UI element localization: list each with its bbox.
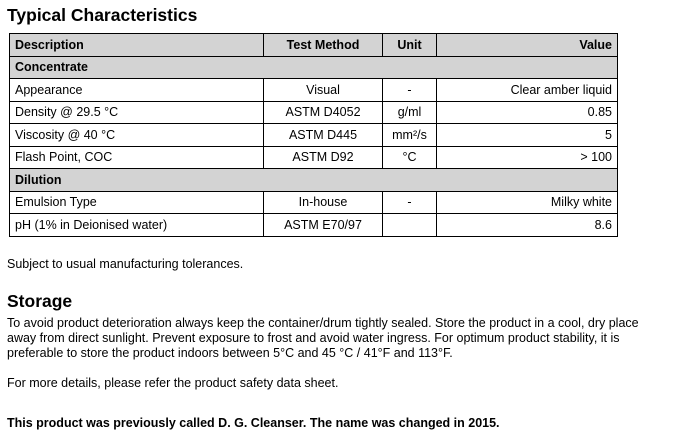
section-title-storage: Storage xyxy=(7,291,73,311)
table-header-row xyxy=(10,34,618,57)
details-paragraph: For more details, please refer the product safety data sheet. xyxy=(7,376,339,390)
section-title-typical-characteristics: Typical Characteristics xyxy=(7,5,198,25)
name-change-note: This product was previously called D. G. Cleanser. The name was changed in 2015. xyxy=(7,416,500,430)
cell-value: Milky white xyxy=(437,191,618,214)
header-description: Description xyxy=(10,34,264,57)
characteristics-table xyxy=(9,33,618,237)
cell-unit: g/ml xyxy=(383,101,437,124)
tolerance-note: Subject to usual manufacturing tolerances. xyxy=(7,257,244,271)
cell-test-method: ASTM E70/97 xyxy=(264,214,383,237)
cell-test-method: In-house xyxy=(264,191,383,214)
cell-description: Density @ 29.5 °C xyxy=(10,101,264,124)
cell-value: 0.85 xyxy=(437,101,618,124)
cell-description: Flash Point, COC xyxy=(10,146,264,169)
header-unit: Unit xyxy=(383,34,437,57)
cell-value: 8.6 xyxy=(437,214,618,237)
table-row xyxy=(10,191,618,214)
cell-description: Emulsion Type xyxy=(10,191,264,214)
cell-value: > 100 xyxy=(437,146,618,169)
cell-test-method: ASTM D4052 xyxy=(264,101,383,124)
cell-unit xyxy=(383,214,437,237)
cell-test-method: Visual xyxy=(264,79,383,102)
section-row xyxy=(10,56,618,79)
cell-test-method: ASTM D92 xyxy=(264,146,383,169)
cell-value: Clear amber liquid xyxy=(437,79,618,102)
cell-unit: °C xyxy=(383,146,437,169)
section-label: Concentrate xyxy=(10,56,618,79)
cell-description: Appearance xyxy=(10,79,264,102)
cell-description: pH (1% in Deionised water) xyxy=(10,214,264,237)
table-row xyxy=(10,146,618,169)
table-row xyxy=(10,79,618,102)
section-row xyxy=(10,169,618,192)
storage-paragraph: To avoid product deterioration always keep the container/drum tightly sealed. Store the product in a cool, dry place away from direct sunlight. Prevent exposure to frost and avoid water ingress. For optimum product stability, it is preferable to store the product indoors between 5°C and 45 °C / 41°F and 113°F. xyxy=(7,316,639,360)
cell-unit: - xyxy=(383,79,437,102)
cell-test-method: ASTM D445 xyxy=(264,124,383,147)
header-test-method: Test Method xyxy=(264,34,383,57)
cell-description: Viscosity @ 40 °C xyxy=(10,124,264,147)
table-row xyxy=(10,214,618,237)
header-value: Value xyxy=(437,34,618,57)
cell-unit: - xyxy=(383,191,437,214)
cell-value: 5 xyxy=(437,124,618,147)
cell-unit: mm²/s xyxy=(383,124,437,147)
section-label: Dilution xyxy=(10,169,618,192)
table-row xyxy=(10,101,618,124)
table-row xyxy=(10,124,618,147)
